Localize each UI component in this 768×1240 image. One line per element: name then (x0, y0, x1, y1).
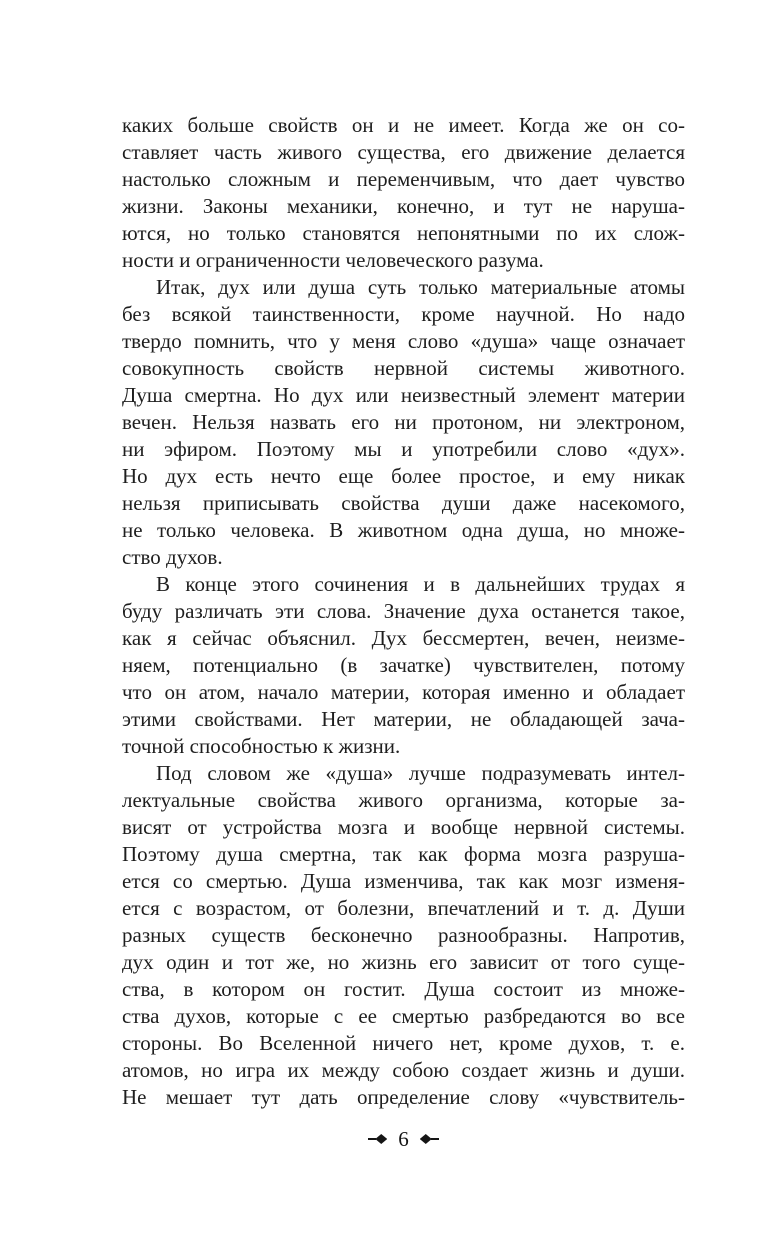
text-line: дух один и тот же, но жизнь его зависит от того суще- (122, 950, 685, 974)
text-line: совокупность свойств нервной системы животного. (122, 356, 685, 380)
text-line: ни эфиром. Поэтому мы и употребили слово «дух». (122, 437, 685, 461)
text-line: ности и ограниченности человеческого разума. (122, 248, 544, 272)
page-footer (122, 1124, 685, 1154)
ornament-dash (431, 1138, 439, 1141)
text-line: ставляет часть живого существа, его движение делается (122, 140, 685, 164)
ornament-diamond (375, 1134, 387, 1144)
text-line: висят от устройства мозга и вообще нервной системы. (122, 815, 685, 839)
text-line: няем, потенциально (в зачатке) чувствителен, потому (122, 653, 685, 677)
text-line: Душа смертна. Но дух или неизвестный элемент материи (122, 383, 685, 407)
text-line: буду различать эти слова. Значение духа останется такое, (122, 599, 685, 623)
text-line: Под словом же «душа» лучше подразумевать интел- (156, 761, 685, 785)
text-line: без всякой таинственности, кроме научной. Но надо (122, 302, 685, 326)
text-line: атомов, но игра их между собою создает жизнь и души. (122, 1058, 685, 1082)
text-line: каких больше свойств он и не имеет. Когда же он со- (122, 113, 685, 137)
text-line: Не мешает тут дать определение слову «чувствитель- (122, 1085, 685, 1109)
ornament-diamond (420, 1134, 432, 1144)
text-line: разных существ бесконечно разнообразны. Напротив, (122, 923, 685, 947)
text-line: лектуальные свойства живого организма, которые за- (122, 788, 685, 812)
right-diamond-ornament-icon (420, 1134, 439, 1144)
text-line: этими свойствами. Нет материи, не обладающей зача- (122, 707, 685, 731)
text-line: Поэтому душа смертна, так как форма мозга разруша- (122, 842, 685, 866)
text-line: не только человека. В животном одна душа, но множе- (122, 518, 685, 542)
text-line: ства духов, которые с ее смертью разбредаются во все (122, 1004, 685, 1028)
text-line: Но дух есть нечто еще более простое, и ему никак (122, 464, 685, 488)
left-diamond-ornament-icon (368, 1134, 387, 1144)
text-line: нельзя приписывать свойства души даже насекомого, (122, 491, 685, 515)
page-number: 6 (398, 1126, 409, 1151)
text-line: вечен. Нельзя назвать его ни протоном, ни электроном, (122, 410, 685, 434)
text-line: как я сейчас объяснил. Дух бессмертен, вечен, неизме- (122, 626, 685, 650)
text-line: ется со смертью. Душа изменчива, так как мозг изменя- (122, 869, 685, 893)
text-line: В конце этого сочинения и в дальнейших трудах я (156, 572, 685, 596)
text-line: твердо помнить, что у меня слово «душа» чаще означает (122, 329, 685, 353)
text-line: стороны. Во Вселенной ничего нет, кроме духов, т. е. (122, 1031, 685, 1055)
text-line: что он атом, начало материи, которая именно и обладает (122, 680, 685, 704)
text-line: жизни. Законы механики, конечно, и тут не наруша- (122, 194, 685, 218)
text-line: настолько сложным и переменчивым, что дает чувство (122, 167, 685, 191)
text-line: ются, но только становятся непонятными по их слож- (122, 221, 685, 245)
text-line: ства, в котором он гостит. Душа состоит из множе- (122, 977, 685, 1001)
ornament-dash (368, 1138, 376, 1141)
text-line: Итак, дух или душа суть только материальные атомы (156, 275, 685, 299)
body-text (122, 112, 685, 1111)
text-line: ство духов. (122, 545, 223, 569)
text-line: точной способностью к жизни. (122, 734, 401, 758)
text-line: ется с возрастом, от болезни, впечатлений и т. д. Души (122, 896, 685, 920)
